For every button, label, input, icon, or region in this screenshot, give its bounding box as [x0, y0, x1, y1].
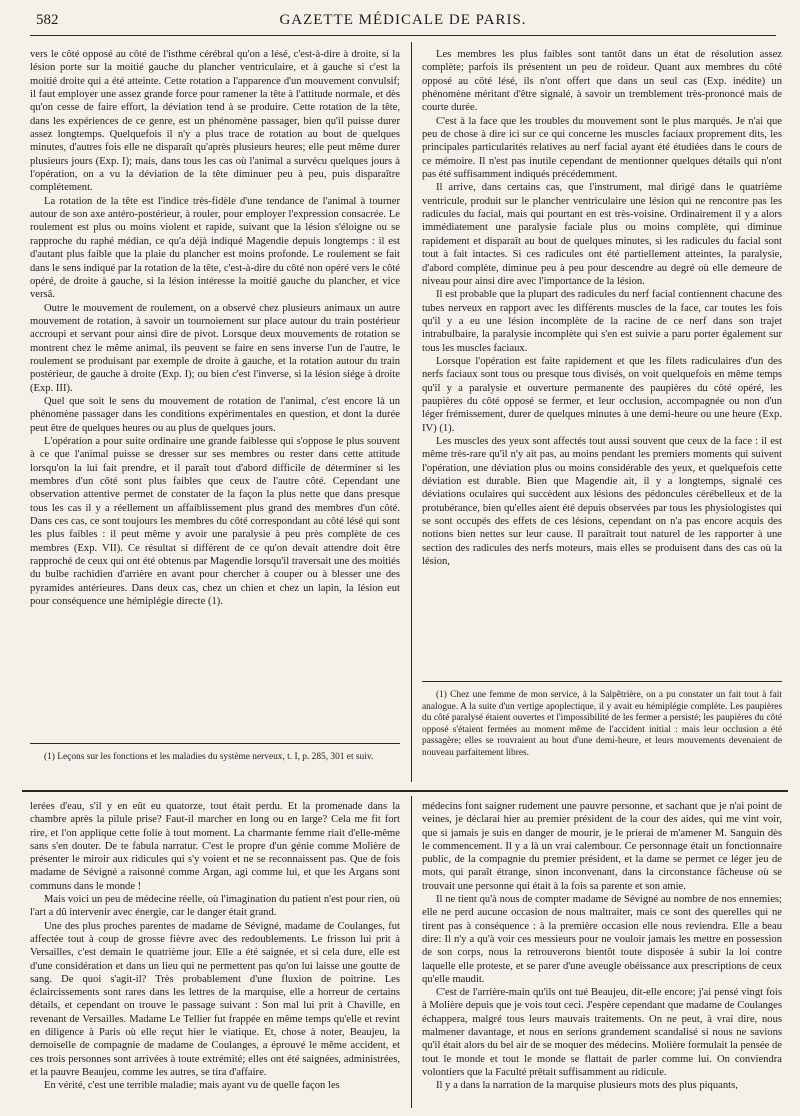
paragraph: Une des plus proches parentes de madame de Sévigné, madame de Coulanges, fut affectée tout à coup de grosse fièvre avec des redoublements. Le frisson lui prit à Versailles, c'est demain le quatrième jour. Elle a été saignée, et si cela dure, elle est d'une considération et dans un lieu qui ne permettent pas qu'on lui laisse une goutte de sang. De quoi s'agit-il? Très probablement d'une fluxion de poitrine. Les éclaircissements sont rares dans les lettres de la marquise, elle a horreur de certains détails, et cependant on trouve le passage suivant : Son mal lui prit à Chaville, en revenant de Versailles. Madame Le Tellier fut frappée en même temps qu'elle et revint en diligence à Paris où elle reçut hier le viatique. Et, chose à noter, Beaujeu, la demoiselle de compagnie de madame de Coulanges, a éprouvé le même accident, et ces trois personnes sont arrivées à toute extrémité; elles ont été saignées, administrées, et la pauvre Beaujeu, comme les autres, se tira d'affaire. — [30, 920, 400, 1078]
column-divider — [411, 796, 412, 1108]
page-header — [30, 10, 776, 36]
paragraph: Les membres les plus faibles sont tantôt dans un état de résolution assez complète; parfois ils présentent un peu de roideur. Quant aux membres du côté opposé au côté lésé, ils n'ont offert que dans un seul cas (Exp. inédite) un phénomène méritant d'être signalé, à savoir un tremblement très-prononcé mais de courte durée. — [422, 49, 782, 114]
top-left-footnote — [30, 752, 400, 780]
paragraph: La rotation de la tête est l'indice très-fidèle d'une tendance de l'animal à tourner autour de son axe antéro-postérieur, à rouler, pour employer l'expression consacrée. Le roulement est plus ou moins violent et rapide, suivant que la lésion s'éloigne ou se rapproche du raphé médian, ce qu'a déjà indiqué Magendie depuis longtemps : il est d'autant plus faible que la plaie du plancher est moins profonde. Le roulement se fait dans le sens indiqué par la rotation de la tête, c'est-à-dire du côté non opéré vers le côté opéré, de droite à gauche, si la lésion intéresse la moitié gauche du plancher, et vice versâ. — [30, 195, 400, 301]
paragraph: En vérité, c'est une terrible maladie; mais ayant vu de quelle façon les — [44, 1080, 340, 1092]
journal-title: GAZETTE MÉDICALE DE PARIS. — [279, 12, 527, 28]
footnote-text: (1) Chez une femme de mon service, à la Salpêtrière, on a pu constater un fait tout à fait analogue. A la suite d'un vertige apoplectique, il y avait eu hémiplégie complète. Les paupières du côté paralysé étaient ouvertes et l'impossibilité de les fermer a persisté; les paupières du côté opposé s'étaient fermées au moment même de l'accident initial : mais leur occlusion a été passagère; elles se rouvraient au bout d'une demi-heure, et leurs mouvements devenaient de nouveau parfaitement libres. — [422, 690, 782, 758]
paragraph: C'est de l'arrière-main qu'ils ont tué Beaujeu, dit-elle encore; j'ai pensé vingt fois à Molière depuis que je vois tout ceci. J'espère cependant que madame de Coulanges échappera, malgré tous leurs mauvais traitements. On ne peut, à vrai dire, nous malmener davantage, et nous en serions grandement scandalisé si nous ne savions qu'il était alors du bel air de se moquer des médecins. Molière formulait la pensée de tout le monde et tout le monde se flattait de parler comme lui. On conviendra volontiers que la Faculté prêtait suffisamment au ridicule. — [422, 987, 782, 1078]
paragraph: Les muscles des yeux sont affectés tout aussi souvent que ceux de la face : il est même très-rare qu'il n'y ait pas, au moins pendant les premiers moments qui suivent l'opération, une déviation plus ou moins considérable des yeux, et quelquefois cette déviation est durable. Bien que Magendie ait, il y a longtemps, signalé ces déviations oculaires qui succèdent aux lésions des pédoncules cérébelleux et de la protubérance, bien qu'elles aient été depuis observées par tous les physiologistes qui se sont occupés des effets de ces lésions, cependant on n'a pas encore acquis des notions bien nettes sur leur cause. Il paraîtrait tout naturel de les rapporter à une section des radicules des nerfs moteurs, mais elles se produisent dans des cas où la lésion, — [422, 435, 782, 568]
bottom-left-column — [30, 800, 400, 1108]
paragraph: Mais voici un peu de médecine réelle, où l'imagination du patient n'est pour rien, où l'art a dû intervenir avec énergie, car le danger était grand. — [30, 894, 400, 919]
top-right-column — [422, 48, 782, 674]
top-left-column — [30, 48, 400, 738]
paragraph: Il est probable que la plupart des radicules du nerf facial contiennent chacune des tubes nerveux en rapport avec les différents muscles de la face, car toutes les fois qu'il y a eu une lésion incomplète de la racine de ce nerf dans son trajet intrabulbaire, la paralysie incomplète qui s'en est suivie a paru porter également sur tous les muscles faciaux. — [422, 289, 782, 354]
paragraph: Outre le mouvement de roulement, on a observé chez plusieurs animaux un autre mouvement de rotation, à savoir un tournoiement sur place autour du train postérieur accroupi et servant pour ainsi dire de pivot. Lorsque deux mouvements de rotation se montrent chez le même animal, ils peuvent se faire en sens inverse l'un de l'autre, le roulement se produisant par exemple de droite à gauche, et la rotation autour du train postérieur, de gauche à droite (Exp. I); ou bien c'est l'inverse, si la lésion siége à droite (Exp. III). — [30, 302, 400, 394]
top-right-footnote — [422, 690, 782, 780]
footnote-text: (1) Leçons sur les fonctions et les maladies du système nerveux, t. I, p. 285, 301 et suiv. — [44, 752, 374, 762]
page-number: 582 — [36, 12, 59, 28]
paragraph: Il arrive, dans certains cas, que l'instrument, mal dirigé dans le quatrième ventricule, produit sur le plancher ventriculaire une lésion qui ne rencontre pas les radicules du facial, mais qui pourtant en est très-voisine. Ordinairement il y a alors immédiatement une paralysie faciale plus ou moins complète, qui diminue rapidement et disparaît au bout de quelques minutes, si les radicules du facial sont tout à fait intactes. Si ces radicules ont été partiellement atteintes, la paralysie, d'abord complète, diminue peu à peu pour descendre au degré où elle demeure de niveau pour ainsi dire avec l'importance de la lésion. — [422, 182, 782, 287]
paragraph: médecins font saigner rudement une pauvre personne, et sachant que je n'ai point de veines, je déclarai hier au premier président de la cour des aides, qui me vint voir, que si jamais je suis en danger de mourir, je le prierai de m'amener M. Sanguin dès le commencement. Il y a là un vrai calembour. Ce personnage était un fonctionnaire public, de la compagnie du premier président, et la dame se permet ce léger jeu de mots, qui paraît étrange, sinon inconvenant, dans la circonstance fâcheuse où se trouvait une personne qui était à la fois sa parente et son amie. — [422, 801, 782, 892]
paragraph: Il y a dans la narration de la marquise plusieurs mots des plus piquants, — [436, 1080, 738, 1092]
section-separator — [22, 790, 788, 792]
paragraph: vers le côté opposé au côté de l'isthme cérébral qu'on a lésé, c'est-à-dire à droite, si la lésion porte sur la moitié gauche du plancher ventriculaire, et à gauche si c'est la moitié droite qui a été atteinte. Cette rotation a l'apparence d'un mouvement convulsif; il faut employer une assez grande force pour ramener la tête à l'attitude normale, et dès qu'on cesse de faire effort, la déviation tend à se produire. Cette rotation de la tête, dans les expériences de ce genre, est un phénomène passager, bien qu'il puisse durer assez longtemps. Quelquefois il n'y a plus trace de rotation au bout de quelques minutes, d'autres fois elle ne disparaît qu'après plusieurs heures; elle peut même durer plusieurs jours (Exp. I); mais, dans tous les cas où l'animal a survécu quelques jours à l'opération, on a vu la déviation de la tête diminuer peu à peu, puis disparaître complétement. — [30, 49, 400, 194]
paragraph: lerées d'eau, s'il y en eût eu quatorze, tout était perdu. Et la promenade dans la chambre après la pilule prise? Faut-il marcher en long ou en large? Cela me fit fort rire, et l'on applique cette folie à tout moment. La charmante femme riait d'elle-même sans s'en douter. De te fabula narratur. C'est le propre d'un génie comme Molière de présenter le miroir aux ridicules qui s'y voient et ne se reconnaissent pas. Que de fois madame de Sévigné a raisonné comme Argan, agi comme lui, et que les Argans sont communs dans le monde ! — [30, 801, 400, 892]
bottom-right-column — [422, 800, 782, 1108]
footnote-rule — [422, 681, 782, 682]
paragraph: Lorsque l'opération est faite rapidement et que les filets radiculaires d'un des nerfs faciaux sont tous ou presque tous divisés, on voit quelquefois en même temps qu'il y a paralysie et ouverture permanente des paupières du côté opéré, les paupières du côté opposé se fermer, et leur occlusion, accompagnée ou non d'un léger frémissement, durer de quelques minutes à une demi-heure ou une heure (Exp. IV) (1). — [422, 355, 782, 434]
paragraph: L'opération a pour suite ordinaire une grande faiblesse qui s'oppose le plus souvent à ce que l'animal puisse se dresser sur ses membres ou rester dans cette attitude lorsqu'on la lui fait prendre, et il paraît tout d'abord difficile de déterminer si les membres d'un côté sont plus faibles que ceux de l'autre côté. Cependant une observation attentive permet de constater de la façon la plus nette que dans presque tous les cas il y a réellement un affaiblissement plus grand des membres d'un côté. Dans ces cas, ce sont toujours les membres du côté correspondant au côté lésé qui sont les plus faibles : il peut même y avoir une paralysie à peu près complète de ces membres (Exp. VII). Ce résultat si différent de ce qu'on devait attendre doit être rapproché de ceux qui ont été obtenus par Magendie lorsqu'il traversait une des moitiés du bulbe rachidien d'arrière en avant pour chercher à couper ou à blesser une des pyramides antérieures. Dans deux cas, chez un chien et chez un lapin, la lésion eut pour conséquence une hémiplégie directe (1). — [30, 435, 400, 608]
footnote-rule — [30, 743, 400, 744]
paragraph: Il ne tient qu'à nous de compter madame de Sévigné au nombre de nos ennemies; elle ne perd aucune occasion de nous maltraiter, mais ce sont des querelles qui ne tirent pas à conséquence : à la première occasion elle nous reviendra. Elle a beau dire: Il n'y a qu'à voir ces messieurs pour ne vouloir jamais les mettre en possession de son corps, nous la retrouverons bientôt toute disposée à subir la loi contre laquelle elle proteste, et se parer d'une aveugle obéissance aux prescriptions de ceux qu'elle maudit. — [422, 894, 782, 985]
paragraph: Quel que soit le sens du mouvement de rotation de l'animal, c'est encore là un phénomène passager dans les conditions expérimentales en question, et dont la durée peut être de quelques heures ou au plus de quelques jours. — [30, 395, 400, 434]
column-divider — [411, 42, 412, 782]
paragraph: C'est à la face que les troubles du mouvement sont le plus marqués. Je n'ai que peu de chose à dire ici sur ce qui concerne les muscles faciaux proprement dits, les principales particularités relatives au nerf facial ayant été étudiées dans le cours de ce mémoire. Il n'est pas inutile cependant de mentionner quelques détails qui n'ont pas été suffisamment indiqués précédemment. — [422, 115, 782, 181]
